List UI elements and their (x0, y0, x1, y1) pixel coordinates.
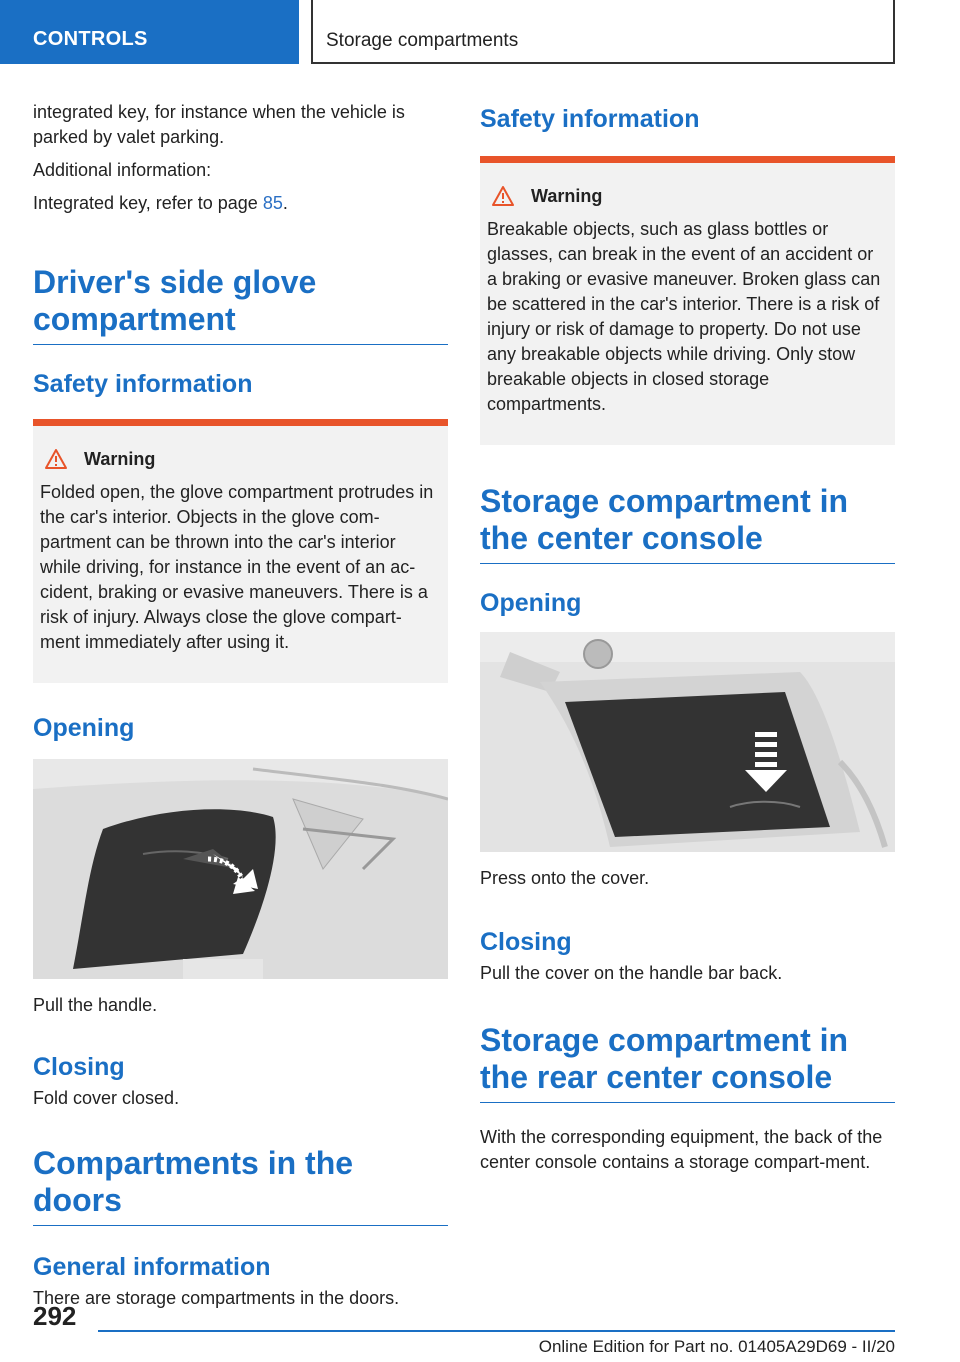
warning-text: Folded open, the glove compartment protrudes in the car's interior. Objects in the glove com‐partment can be thrown into the car's interior while driving, for instance in the event of an ac‐cident, braking or evasive maneuvers. There is a risk of injury. Always close the glove compart‐ment immediately after using it. (40, 482, 434, 652)
edition-text: Online Edition for Part no. 01405A29D69 - II/20 (538, 1337, 895, 1356)
pull-cover-text: Pull the cover on the handle bar back. (480, 963, 783, 983)
reference-suffix: . (282, 193, 288, 213)
heading-center-console: Storage compartment in the center console (480, 483, 895, 564)
chapter-title: Storage compartments (326, 30, 519, 51)
heading-opening-right: Opening (480, 589, 582, 617)
right-column (480, 104, 895, 1175)
glove-compartment-illustration (33, 759, 448, 979)
heading-closing: Closing (33, 1053, 125, 1081)
heading-glove-compartment: Driver's side glove compartment (33, 264, 448, 345)
center-console-illustration (480, 632, 895, 852)
press-cover-text: Press onto the cover. (480, 868, 650, 888)
warning-title-text-right: Warning (531, 185, 603, 206)
heading-safety-info: Safety information (33, 370, 253, 398)
section-tab (0, 0, 299, 64)
pull-handle-text: Pull the handle. (33, 995, 158, 1015)
heading-closing-right: Closing (480, 928, 572, 956)
fold-cover-text: Fold cover closed. (33, 1088, 180, 1108)
reference-prefix: Integrated key, refer to page (33, 193, 263, 213)
center-console-image (480, 632, 895, 852)
general-info-text: There are storage compartments in the doors. (33, 1288, 400, 1308)
warning-triangle-icon (44, 448, 68, 470)
rear-console-text: With the corresponding equipment, the back of the center console contains a storage compart‐ment. (480, 1127, 883, 1172)
warning-box-right (480, 156, 895, 445)
heading-opening: Opening (33, 714, 135, 742)
glove-compartment-image (33, 759, 448, 979)
warning-title-text: Warning (84, 448, 156, 469)
footer-divider (98, 1330, 895, 1332)
additional-info-label: Additional information: (33, 160, 212, 180)
left-column (33, 100, 448, 1311)
page-number: 292 (33, 1301, 77, 1331)
warning-title (40, 448, 440, 470)
warning-title-right (487, 185, 887, 207)
heading-safety-info-right: Safety information (480, 105, 700, 133)
page-link[interactable]: 85 (262, 193, 283, 213)
warning-text-right: Breakable objects, such as glass bottles or glasses, can break in the event of an accident or a braking or evasive maneuver. Broken glass can be scattered in the car's interior. There is a risk of injury or risk of damage to property. Do not use any breakable objects while driving. Only stow breakable objects in closed storage compartments. (487, 219, 881, 414)
intro-text: integrated key, for instance when the vehicle is parked by valet parking. (33, 102, 405, 147)
heading-door-compartments: Compartments in the doors (33, 1145, 448, 1226)
warning-box (33, 419, 448, 683)
section-label: CONTROLS (33, 28, 148, 50)
chapter-header (311, 0, 895, 64)
warning-triangle-icon (491, 185, 515, 207)
heading-rear-center-console: Storage compartment in the rear center console (480, 1022, 895, 1103)
heading-general-info: General information (33, 1253, 271, 1281)
reference-text (33, 191, 448, 216)
